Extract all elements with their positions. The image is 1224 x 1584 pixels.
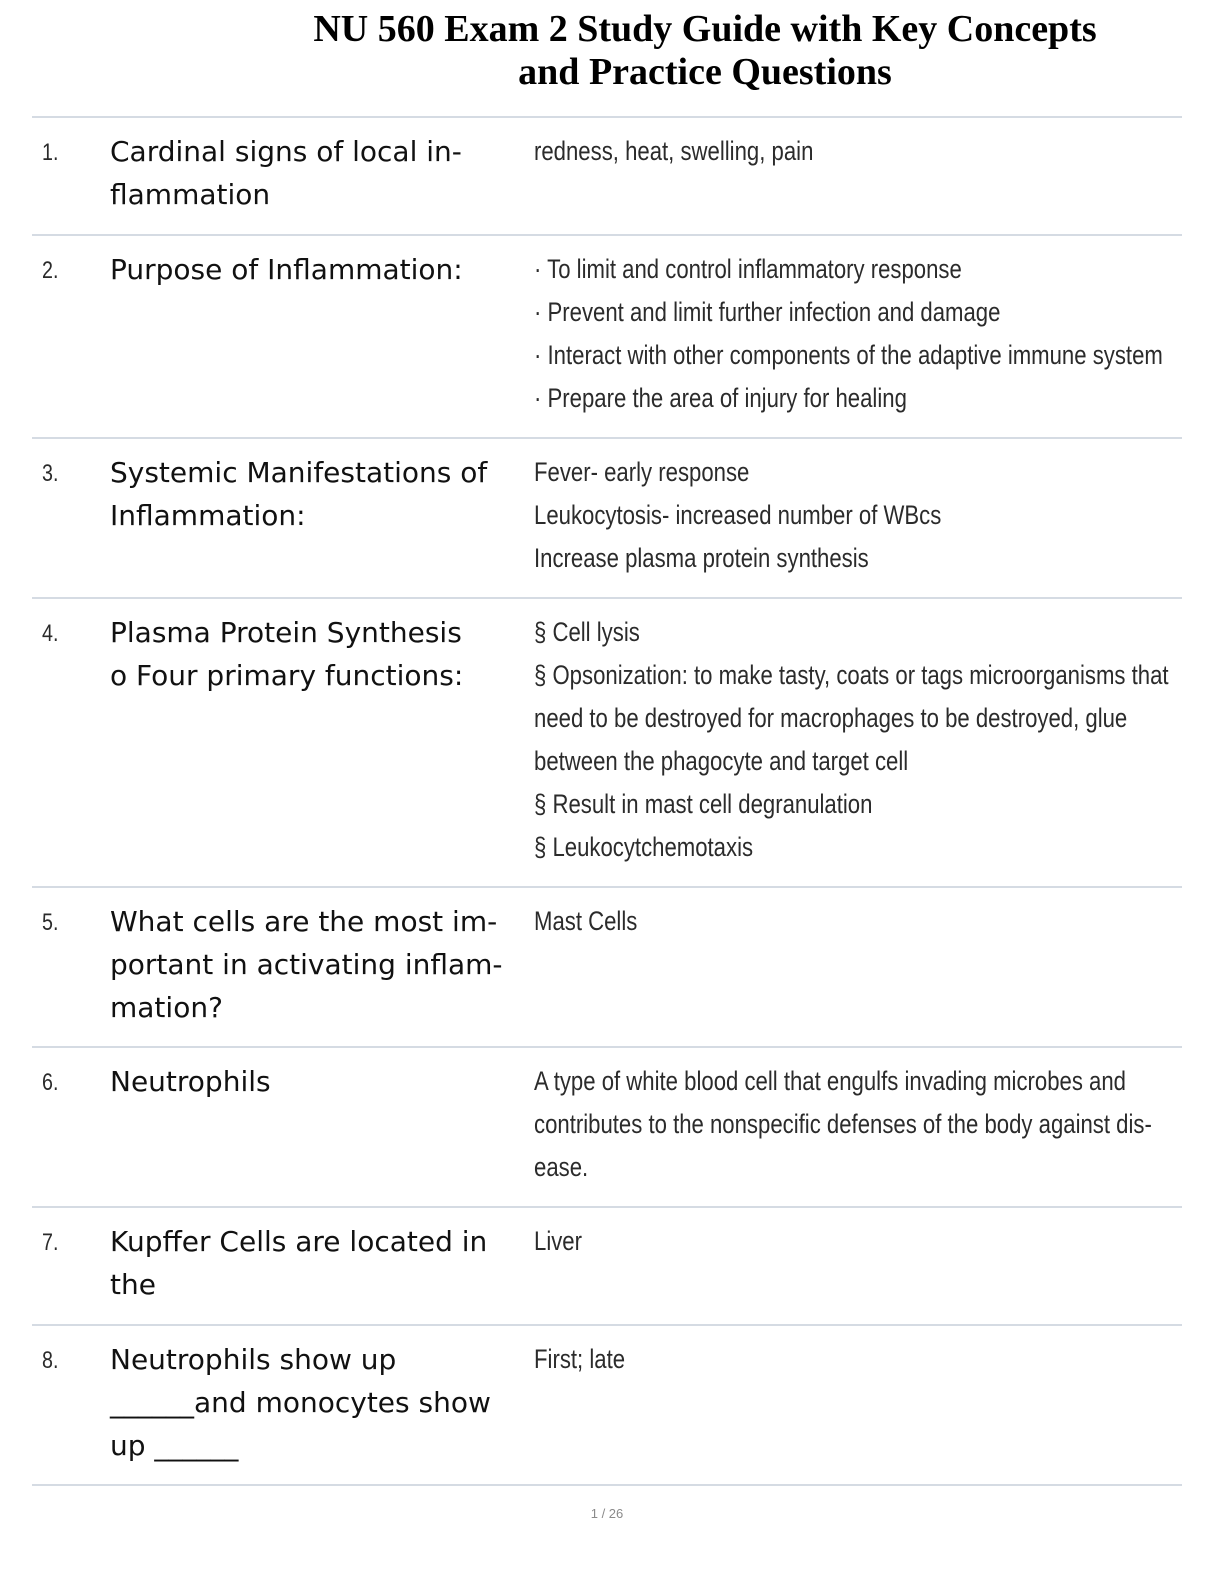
card-definition bbox=[534, 451, 1157, 580]
definition-line: ease. bbox=[534, 1152, 589, 1182]
definition-line: First; late bbox=[534, 1344, 626, 1374]
definition-line: § Opsonization: to make tasty, coats or tags microorganisms that bbox=[534, 660, 1169, 690]
card-term: Neutrophils show up ______and monocytes show up ______ bbox=[110, 1343, 491, 1462]
card-definition bbox=[534, 1060, 1157, 1189]
card-definition bbox=[534, 248, 1163, 420]
card-number: 7. bbox=[42, 1229, 59, 1256]
definition-line: § Leukocytchemotaxis bbox=[534, 832, 754, 862]
card-term: Systemic Manifestations of Inflammation: bbox=[110, 456, 488, 532]
definition-line: · Interact with other components of the adaptive immune system bbox=[534, 340, 1163, 370]
definition-line: § Cell lysis bbox=[534, 617, 640, 647]
definition-line: · To limit and control inflammatory response bbox=[534, 254, 962, 284]
definition-line: contributes to the nonspecific defenses of the body against dis- bbox=[534, 1109, 1152, 1139]
definition-line: · Prevent and limit further infection and damage bbox=[534, 297, 1001, 327]
flashcard bbox=[32, 888, 1182, 1048]
page-number: 1 / 26 bbox=[590, 1506, 624, 1521]
card-definition bbox=[534, 130, 1157, 173]
page-title-line-2: and Practice Questions bbox=[518, 51, 892, 93]
card-definition bbox=[534, 611, 1169, 869]
card-term: Kupffer Cells are located in the bbox=[110, 1225, 488, 1301]
card-number: 2. bbox=[42, 257, 59, 284]
card-number: 1. bbox=[42, 139, 59, 166]
flashcard bbox=[32, 1208, 1182, 1326]
flashcard bbox=[32, 118, 1182, 236]
definition-line: between the phagocyte and target cell bbox=[534, 746, 909, 776]
card-definition bbox=[534, 900, 1157, 943]
card-term: What cells are the most im- portant in activating inflam- mation? bbox=[110, 905, 503, 1024]
card-term: Neutrophils bbox=[110, 1065, 271, 1098]
card-number: 8. bbox=[42, 1347, 59, 1374]
card-number: 6. bbox=[42, 1069, 59, 1096]
card-term: Purpose of Inflammation: bbox=[110, 253, 463, 286]
definition-line: Mast Cells bbox=[534, 906, 638, 936]
definition-line: redness, heat, swelling, pain bbox=[534, 136, 814, 166]
definition-line: Increase plasma protein synthesis bbox=[534, 543, 869, 573]
flashcard bbox=[32, 599, 1182, 888]
flashcard bbox=[32, 236, 1182, 439]
card-number: 3. bbox=[42, 460, 59, 487]
flashcard-list bbox=[32, 116, 1182, 1486]
card-number: 4. bbox=[42, 620, 59, 647]
definition-line: · Prepare the area of injury for healing bbox=[534, 383, 907, 413]
definition-line: Leukocytosis- increased number of WBcs bbox=[534, 500, 942, 530]
definition-line: § Result in mast cell degranulation bbox=[534, 789, 873, 819]
card-definition bbox=[534, 1220, 1157, 1263]
flashcard bbox=[32, 1326, 1182, 1486]
definition-line: need to be destroyed for macrophages to be destroyed, glue bbox=[534, 703, 1128, 733]
card-number: 5. bbox=[42, 909, 59, 936]
card-term: Cardinal signs of local in- flammation bbox=[110, 135, 462, 211]
page-title bbox=[180, 8, 1224, 94]
flashcard bbox=[32, 1048, 1182, 1208]
definition-line: A type of white blood cell that engulfs invading microbes and bbox=[534, 1066, 1127, 1096]
definition-line: Fever- early response bbox=[534, 457, 750, 487]
card-term: Plasma Protein Synthesis o Four primary functions: bbox=[110, 616, 464, 692]
definition-line: Liver bbox=[534, 1226, 582, 1256]
page-title-line-1: NU 560 Exam 2 Study Guide with Key Concepts bbox=[313, 8, 1097, 50]
flashcard bbox=[32, 439, 1182, 599]
card-definition bbox=[534, 1338, 1157, 1381]
